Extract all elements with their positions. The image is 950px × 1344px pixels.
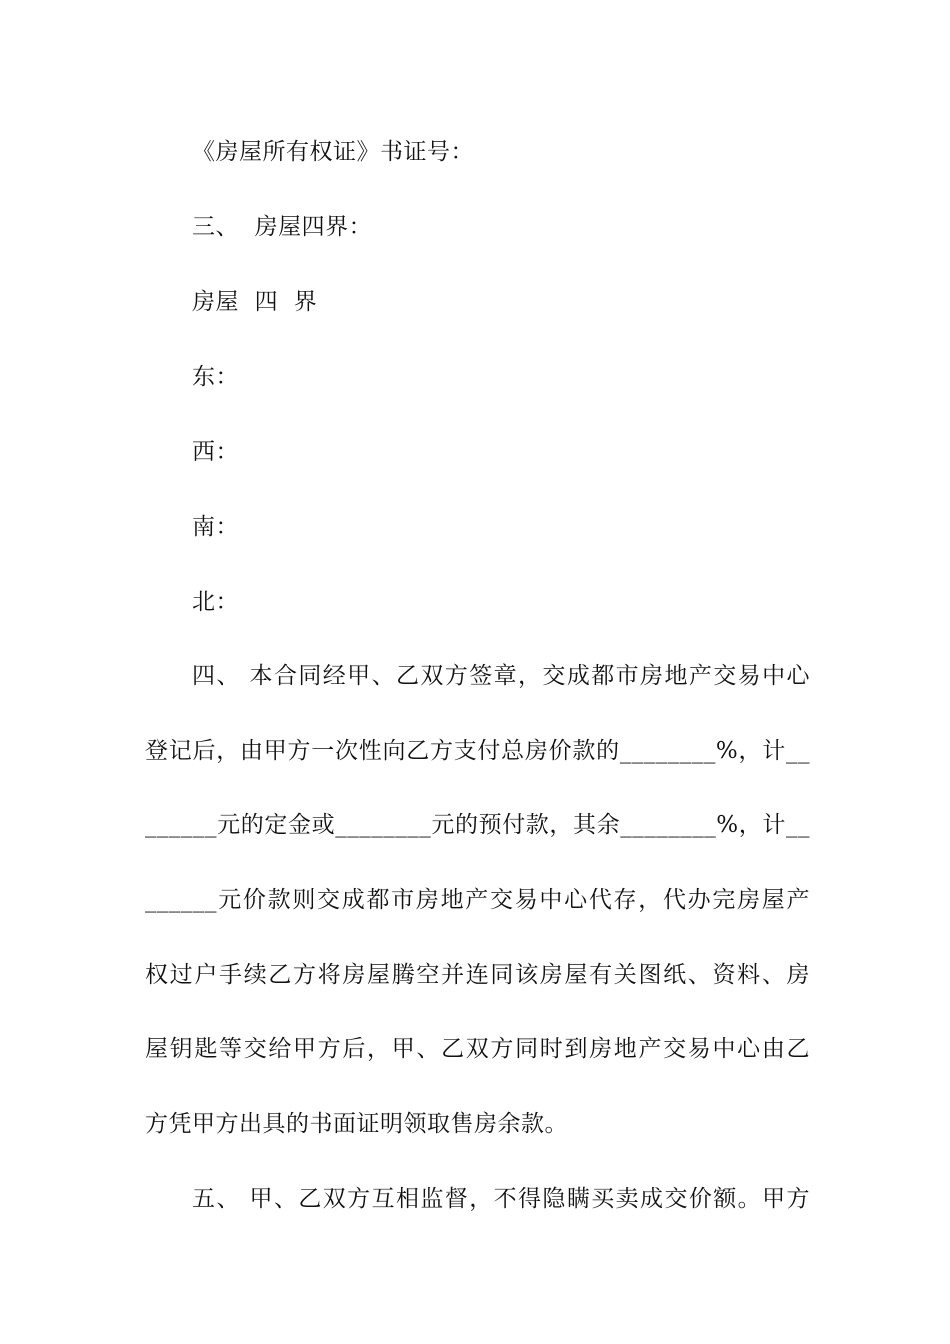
section-four-line-2: 登记后，由甲方一次性向乙方支付总房价款的________%，计__: [145, 738, 810, 764]
boundary-south: 南：: [192, 514, 239, 540]
section-five-line-1: 五、 甲、乙双方互相监督，不得隐瞒买卖成交价额。甲方: [192, 1186, 810, 1212]
boundary-east: 东：: [192, 364, 239, 390]
boundary-west: 西：: [192, 439, 239, 465]
section-four-line-5: 权过户手续乙方将房屋腾空并连同该房屋有关图纸、资料、房: [145, 962, 810, 988]
boundary-north: 北：: [192, 589, 239, 615]
section-four-line-4: ______元价款则交成都市房地产交易中心代存，代办完房屋产: [145, 887, 810, 913]
section-four-line-3: ______元的定金或________元的预付款，其余________%，计__: [145, 812, 810, 838]
section-three-heading: 三、 房屋四界：: [192, 214, 373, 240]
section-four-line-6: 屋钥匙等交给甲方后，甲、乙双方同时到房地产交易中心由乙: [145, 1036, 810, 1062]
section-four-line-7: 方凭甲方出具的书面证明领取售房余款。: [145, 1111, 568, 1137]
section-four-line-1: 四、 本合同经甲、乙双方签章，交成都市房地产交易中心: [192, 663, 810, 689]
boundaries-header: 房屋 四 界: [192, 289, 318, 315]
certificate-number-line: 《房屋所有权证》书证号：: [192, 139, 474, 165]
